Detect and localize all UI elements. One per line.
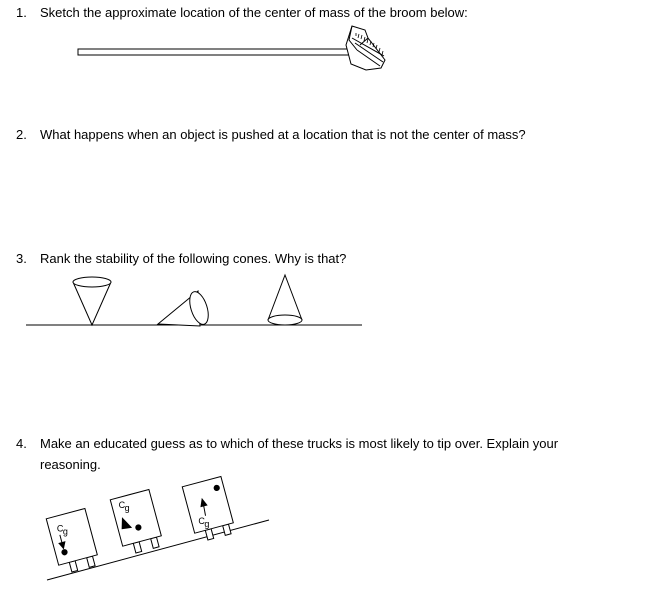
truck-1: [46, 508, 100, 574]
truck-2-cg-c: C: [118, 499, 126, 510]
truck-3: [182, 476, 236, 542]
truck-3-cg-c: C: [198, 515, 205, 526]
cone-on-side: [158, 289, 212, 326]
broom-head: [346, 26, 385, 70]
question-2-text: What happens when an object is pushed at a location that is not the center of mass?: [40, 127, 526, 142]
question-1-number: 1.: [16, 5, 27, 20]
cone-on-tip: [73, 277, 111, 325]
question-4-text: Make an educated guess as to which of these trucks is most likely to tip over. Explain your reasoning.: [40, 436, 559, 472]
truck-2: [110, 489, 164, 555]
truck-2-cg-g: g: [124, 502, 130, 513]
trucks-figure: [46, 476, 269, 580]
question-2-number: 2.: [16, 127, 27, 142]
truck-1-cg-g: g: [62, 526, 68, 537]
question-3-text: Rank the stability of the following cones. Why is that?: [40, 251, 347, 266]
broom-handle: [78, 49, 353, 55]
question-4-number: 4.: [16, 436, 27, 451]
question-3-number: 3.: [16, 251, 27, 266]
truck-3-cg-g: g: [204, 518, 210, 529]
truck-1-cg-c: C: [56, 523, 64, 534]
broom-figure: [78, 26, 385, 70]
cones-figure: [26, 275, 362, 327]
cone-on-base: [268, 275, 302, 325]
question-1-text: Sketch the approximate location of the center of mass of the broom below:: [40, 5, 468, 20]
